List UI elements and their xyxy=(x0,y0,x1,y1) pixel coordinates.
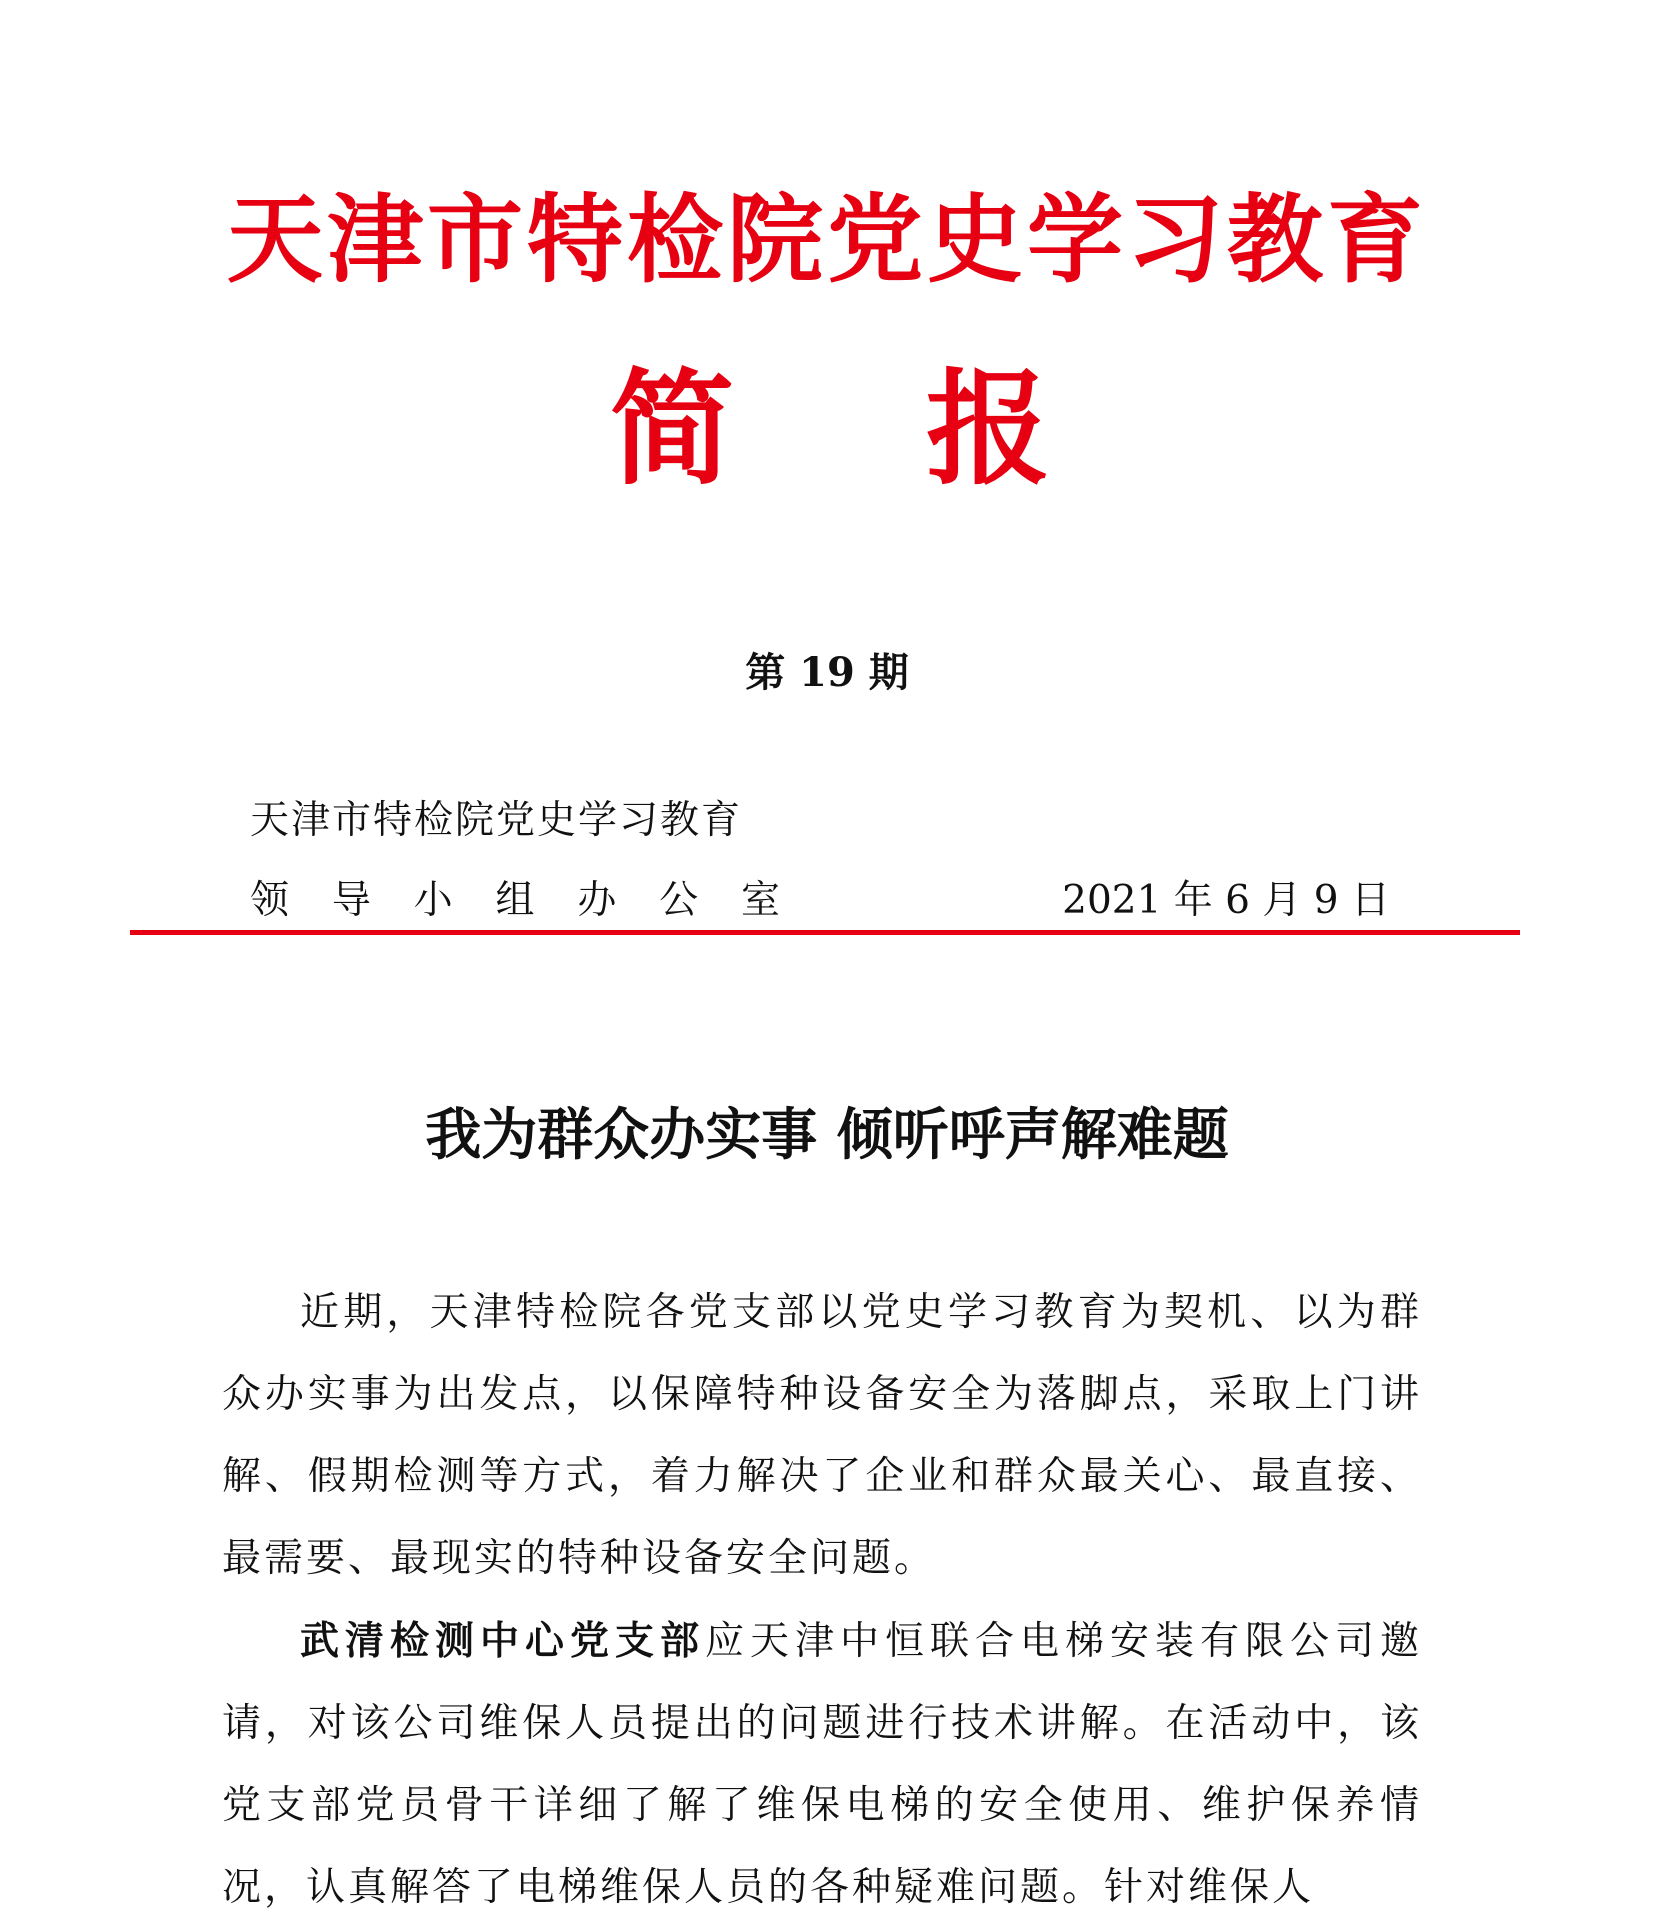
masthead-title: 天津市特检院党史学习教育 xyxy=(227,183,1427,296)
issue-date: 2021 年 6 月 9 日 xyxy=(1062,878,1390,923)
issuer-char: 办 xyxy=(577,878,617,923)
paragraph xyxy=(222,1600,1422,1929)
issuer-char: 公 xyxy=(659,878,699,923)
article-body xyxy=(222,1272,1422,1929)
issuer-block xyxy=(250,796,790,926)
masthead-sub-char: 报 xyxy=(925,357,1050,502)
paragraph: 近期，天津特检院各党支部以党史学习教育为契机、以为群众办实事为出发点，以保障特种设备安全为落脚点，采取上门讲解、假期检测等方式，着力解决了企业和群众最关心、最直接、最需要、最现实的特种设备安全问题。 xyxy=(222,1290,1422,1581)
issue-number: 第 19 期 xyxy=(745,649,909,696)
paragraph-text: 应天津中恒联合电梯安装有限公司邀请，对该公司维保人员提出的问题进行技术讲解。在活动中，该党支部党员骨干详细了解了维保电梯的安全使用、维护保养情况，认真解答了电梯维保人员的各种疑难问题。针对维保人 xyxy=(222,1619,1422,1910)
masthead-sub-char: 简 xyxy=(610,357,735,502)
issuer-line-1: 天津市特检院党史学习教育 xyxy=(250,798,743,843)
header-divider xyxy=(130,930,1520,935)
article-title: 我为群众办实事 倾听呼声解难题 xyxy=(425,1102,1229,1168)
paragraph-lead: 武清检测中心党支部 xyxy=(300,1618,705,1664)
issuer-char: 领 xyxy=(250,878,290,923)
issuer-char: 组 xyxy=(495,878,535,923)
issuer-char: 室 xyxy=(740,878,780,923)
issuer-char: 导 xyxy=(331,878,371,923)
issuer-char: 小 xyxy=(413,878,453,923)
issuer-line-2 xyxy=(250,876,780,926)
masthead-bulletin-label xyxy=(610,357,1050,502)
